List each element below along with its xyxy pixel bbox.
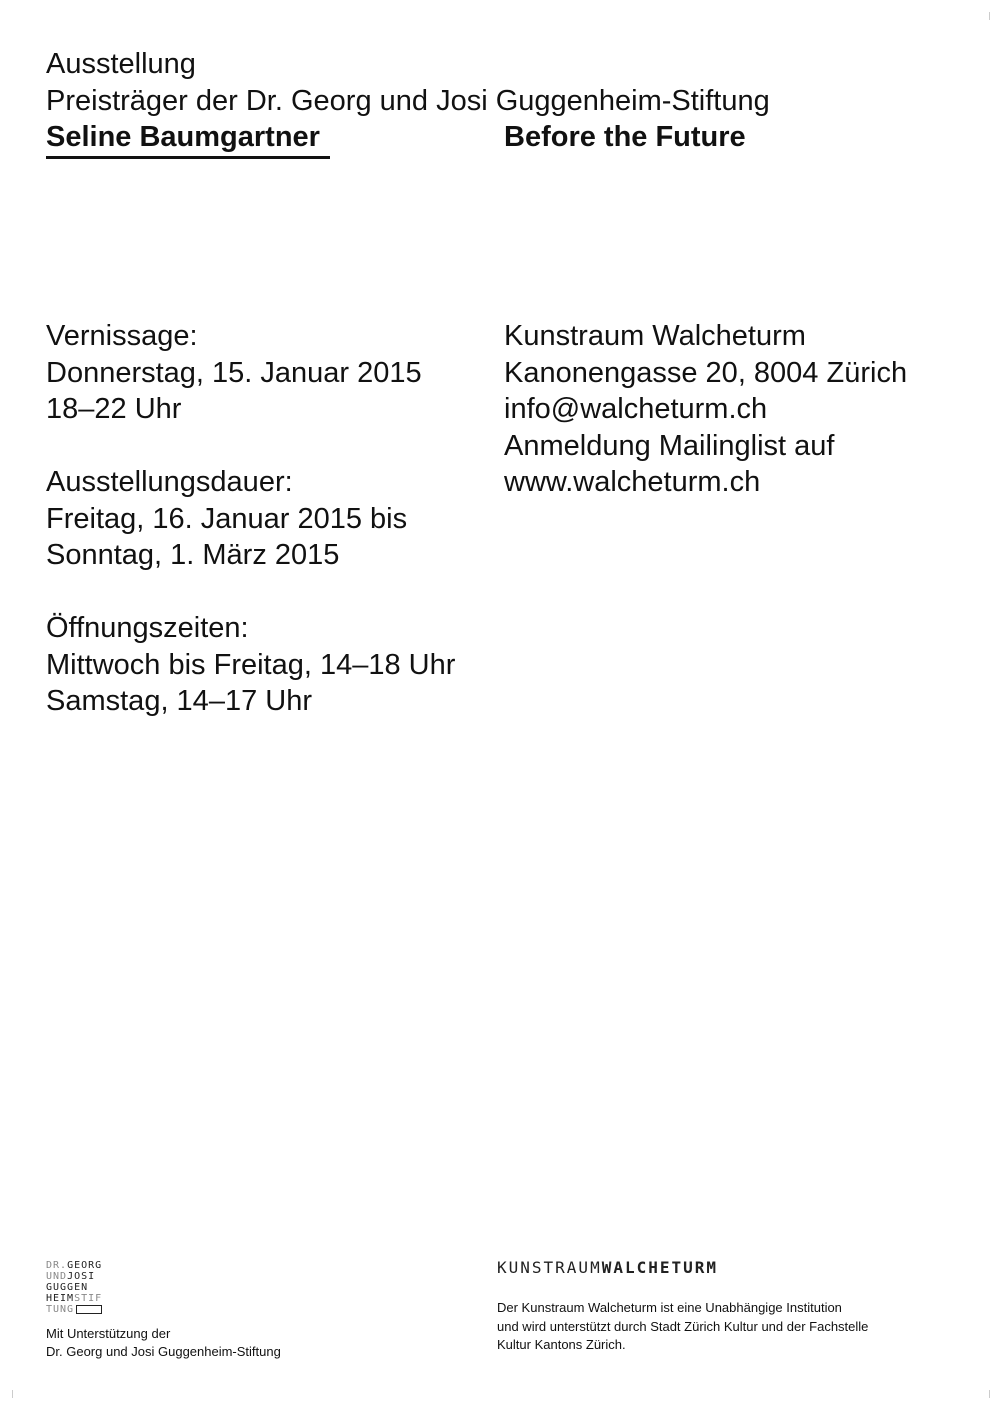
venue-email-link[interactable]: info@walcheturm.ch <box>504 393 768 425</box>
logo-text: JOSI <box>67 1271 96 1282</box>
logo-text: HEIM <box>46 1293 75 1304</box>
dates-column <box>46 318 486 756</box>
logo-box-icon <box>76 1305 102 1314</box>
institution-line-2: und wird unterstützt durch Stadt Zürich Kultur und der Fachstelle <box>497 1318 869 1334</box>
crop-mark-bottom-right <box>989 1390 990 1398</box>
logo-text-walcheturm: WALCHETURM <box>601 1258 719 1277</box>
logo-text: STIF <box>74 1293 103 1304</box>
vernissage-label: Vernissage: <box>46 320 198 352</box>
logo-text-kunstraum: KUNSTRAUM <box>497 1258 602 1277</box>
support-line-1: Mit Unterstützung der <box>46 1326 171 1341</box>
artist-name: Seline Baumgartner <box>46 121 320 153</box>
logo-row <box>46 1293 281 1304</box>
support-line-2: Dr. Georg und Josi Guggenheim-Stiftung <box>46 1344 281 1359</box>
logo-row <box>46 1260 281 1271</box>
venue-name: Kunstraum Walcheturm <box>504 320 806 352</box>
vernissage-time: 18–22 Uhr <box>46 393 182 425</box>
guggenheim-foundation-logo <box>46 1260 281 1315</box>
duration-block <box>46 464 486 574</box>
header-exhibition-label: Ausstellung <box>46 48 196 80</box>
crop-mark-bottom-left <box>12 1390 13 1398</box>
logo-row <box>46 1282 281 1293</box>
crop-mark-top-right <box>989 12 990 20</box>
institution-note <box>497 1299 868 1355</box>
support-note <box>46 1325 281 1361</box>
institution-line-1: Der Kunstraum Walcheturm ist eine Unabhängige Institution <box>497 1300 842 1315</box>
logo-text: GEORG <box>67 1260 103 1271</box>
opening-hours-weekdays: Mittwoch bis Freitag, 14–18 Uhr <box>46 648 456 681</box>
logo-text: DR. <box>46 1260 68 1271</box>
header <box>46 46 770 119</box>
exhibition-title: Before the Future <box>504 121 746 153</box>
institution-line-3: Kultur Kantons Zürich. <box>497 1337 626 1352</box>
opening-hours-label: Öffnungszeiten: <box>46 612 249 644</box>
sponsor-footer <box>46 1260 281 1361</box>
artist-underline <box>46 156 330 159</box>
institution-footer <box>497 1258 868 1355</box>
mailing-list-text: Anmeldung Mailinglist auf <box>504 429 835 462</box>
venue-website-link[interactable]: www.walcheturm.ch <box>504 466 761 498</box>
logo-text: TUNG <box>46 1304 75 1315</box>
duration-to: Sonntag, 1. März 2015 <box>46 539 340 571</box>
vernissage-block <box>46 318 486 428</box>
logo-text: UND <box>46 1271 68 1282</box>
logo-row <box>46 1304 281 1315</box>
duration-from: Freitag, 16. Januar 2015 bis <box>46 502 408 535</box>
logo-row <box>46 1271 281 1282</box>
opening-hours-saturday: Samstag, 14–17 Uhr <box>46 685 312 717</box>
vernissage-date: Donnerstag, 15. Januar 2015 <box>46 356 422 389</box>
kunstraum-walcheturm-logo <box>497 1258 868 1277</box>
venue-address: Kanonengasse 20, 8004 Zürich <box>504 356 908 389</box>
header-prize-line: Preisträger der Dr. Georg und Josi Guggenheim-Stiftung <box>46 84 770 117</box>
logo-text: GUGGEN <box>46 1282 89 1293</box>
venue-column <box>504 318 974 501</box>
duration-label: Ausstellungsdauer: <box>46 466 293 498</box>
opening-hours-block <box>46 610 486 720</box>
